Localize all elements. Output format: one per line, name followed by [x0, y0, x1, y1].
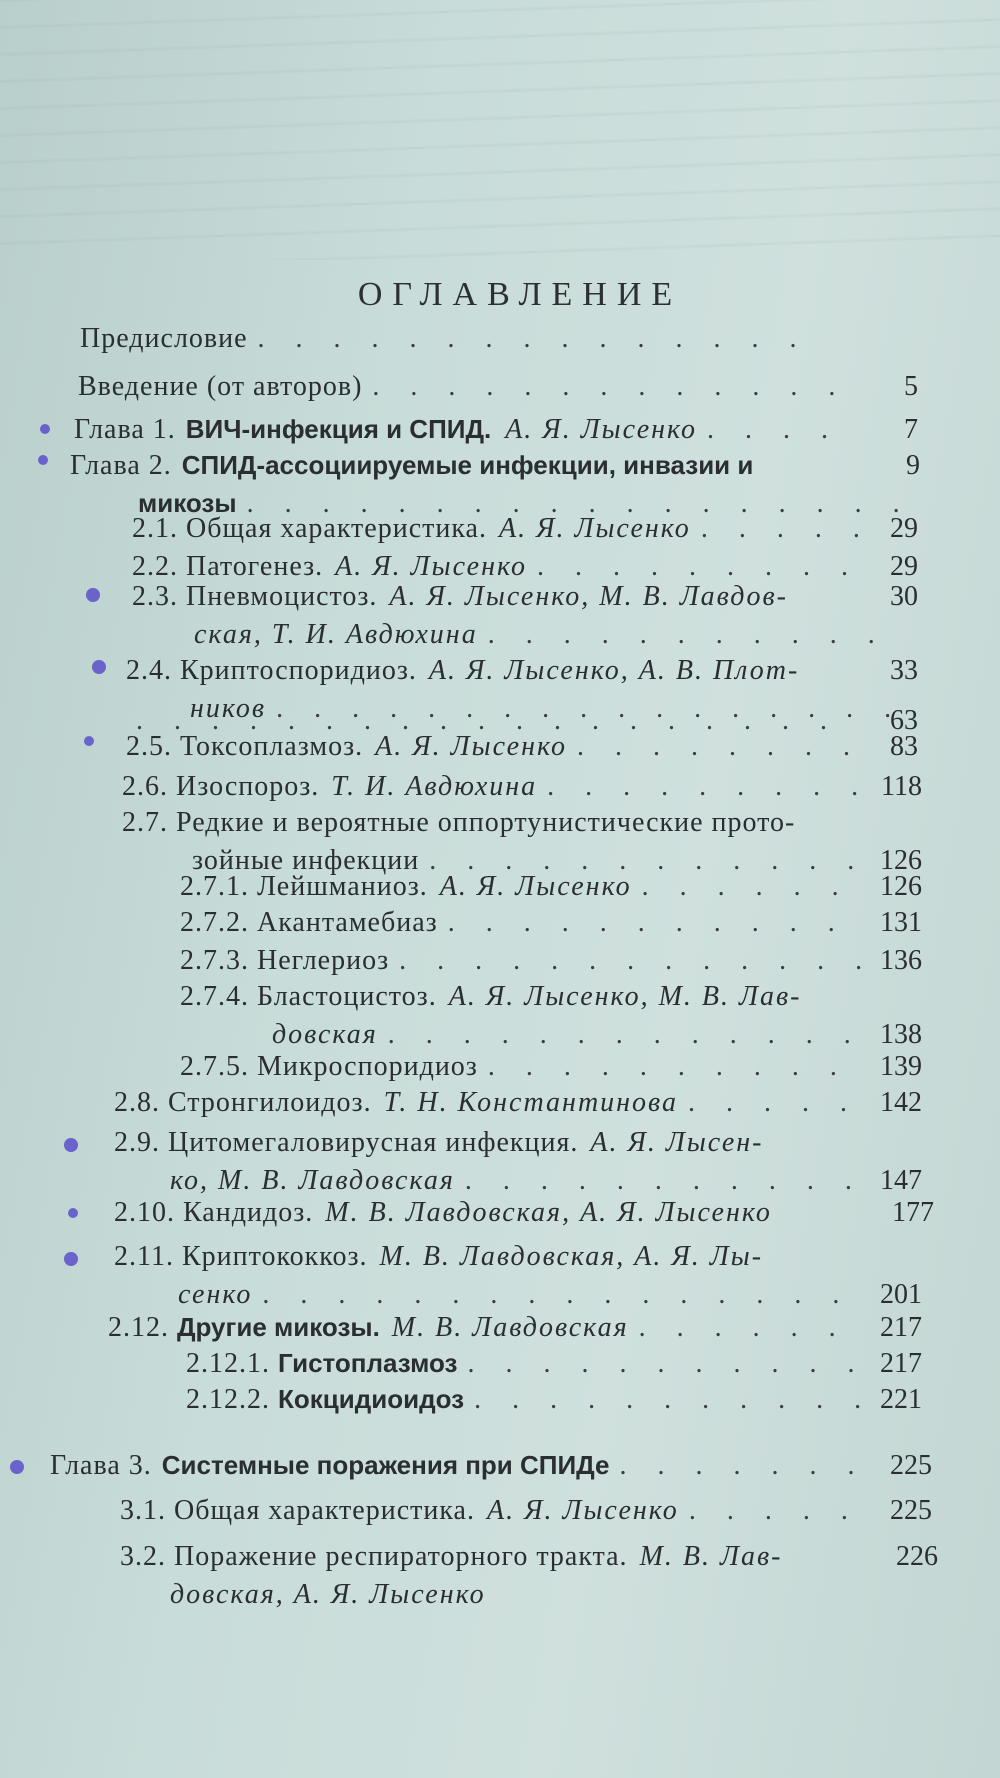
toc-entry-text: 2.9. Цитомегаловирусная инфекция.	[114, 1127, 579, 1158]
authors: М. В. Лавдовская, А. Я. Лысенко	[325, 1197, 772, 1228]
toc-entry-2-7-2[interactable]	[180, 906, 922, 944]
page-number: 9	[906, 450, 920, 481]
page-number: 29	[890, 513, 918, 544]
toc-entry-text: 2.10. Кандидоз.	[114, 1197, 314, 1228]
leader-dots	[577, 730, 858, 764]
toc-entry-2-7-4[interactable]	[180, 980, 922, 1056]
toc-entry-text: 2.12.1.	[186, 1348, 270, 1379]
leader-dots	[488, 618, 884, 652]
page-number: 83	[890, 731, 918, 762]
page-number: 142	[880, 1087, 922, 1118]
toc-entry-2-7-3[interactable]	[180, 944, 922, 982]
page-number: 63	[890, 705, 918, 736]
leader-dots	[639, 1311, 862, 1345]
page-number: 126	[880, 845, 922, 876]
ink-dot-mark	[10, 1460, 24, 1474]
toc-entry-text: 2.5. Токсоплазмоз.	[126, 731, 364, 762]
leader-dots	[547, 770, 862, 804]
toc-entry-text: Введение (от авторов)	[78, 371, 363, 402]
page-number: 201	[880, 1279, 922, 1310]
toc-entry-chapter-3[interactable]	[50, 1448, 932, 1486]
authors: А. Я. Лысенко	[505, 414, 698, 445]
toc-entry-text: 2.12.2.	[186, 1384, 270, 1415]
authors: А. Я. Лысенко	[375, 731, 568, 762]
toc-entry-text: 2.11. Криптококкоз.	[114, 1241, 368, 1272]
chapter-title-line-1: СПИД-ассоциируемые инфекции, инвазии и	[181, 450, 754, 480]
authors-line-2: довская, А. Я. Лысенко	[170, 1579, 486, 1610]
page-number: 225	[890, 1450, 932, 1481]
ink-dot-mark	[92, 660, 106, 674]
section-title: Кокцидиоидоз	[278, 1384, 465, 1414]
page-number: 147	[880, 1165, 922, 1196]
page-number: 225	[890, 1495, 932, 1526]
toc-entry-2-7-5[interactable]	[180, 1050, 922, 1088]
authors-line-2: довская	[272, 1019, 378, 1050]
page-number: 29	[890, 551, 918, 582]
page-number: 217	[880, 1312, 922, 1343]
authors: Т. Н. Константинова	[383, 1087, 679, 1118]
leader-dots	[707, 413, 858, 447]
leader-dots	[262, 1278, 862, 1312]
toc-entry-3-1[interactable]	[120, 1494, 932, 1532]
toc-entry-2-5[interactable]	[126, 730, 918, 768]
chapter-title: Системные поражения при СПИДе	[161, 1450, 610, 1480]
ink-dot-mark	[86, 588, 100, 602]
page-number: 30	[890, 581, 918, 612]
toc-entry-text: 2.1. Общая характеристика.	[132, 513, 487, 544]
authors: А. Я. Лысенко	[486, 1495, 679, 1526]
toc-entry-text: 2.7.2. Акантамебиаз	[180, 907, 438, 938]
page-number: 118	[881, 771, 922, 802]
toc-entry-text: 2.2. Патогенез.	[132, 551, 324, 582]
authors-line-1: А. Я. Лысен-	[590, 1127, 764, 1158]
toc-entry-2-1[interactable]	[132, 512, 918, 550]
toc-entry-2-8[interactable]	[114, 1086, 922, 1124]
leader-dots	[474, 1383, 862, 1417]
toc-entry-text-line-2: зойные инфекции	[192, 845, 420, 876]
toc-entry-2-11[interactable]	[114, 1240, 922, 1316]
page-title: ОГЛАВЛЕНИЕ	[357, 276, 683, 313]
leader-dots	[448, 906, 862, 940]
chapter-title-line-2: микозы	[138, 488, 237, 518]
authors-line-1: М. В. Лав-	[639, 1541, 783, 1572]
authors-line-2: сенко	[178, 1279, 253, 1310]
page-number: 126	[880, 871, 922, 902]
toc-entry-introduction[interactable]	[78, 370, 918, 408]
authors: М. В. Лавдовская	[391, 1312, 629, 1343]
page-number: 139	[880, 1051, 922, 1082]
leader-dots	[619, 1449, 872, 1483]
toc-entry-text: 2.4. Криптоспоридиоз.	[126, 655, 417, 686]
leader-dots	[537, 550, 858, 584]
authors: А. Я. Лысенко	[439, 871, 632, 902]
ink-dot-mark	[84, 736, 94, 746]
toc-entry-text: 2.8. Стронгилоидоз.	[114, 1087, 372, 1118]
toc-entry-text: 2.7.5. Микроспоридиоз	[180, 1051, 478, 1082]
ink-dot-mark	[64, 1138, 78, 1152]
page-number: 177	[892, 1197, 934, 1228]
ink-dot-mark	[64, 1252, 78, 1266]
page-number: 221	[880, 1384, 922, 1415]
toc-entry-2-10[interactable]	[114, 1196, 934, 1234]
page-number: 7	[904, 414, 918, 445]
toc-entry-text: 2.6. Изоспороз.	[122, 771, 320, 802]
leader-dots	[467, 1347, 862, 1381]
toc-entry-text: 2.7. Редкие и вероятные оппортунистические прото-	[122, 807, 796, 838]
toc-entry-text: Предисловие	[80, 323, 248, 354]
leader-dots	[701, 512, 858, 546]
toc-entry-2-12-2[interactable]	[186, 1382, 922, 1420]
toc-entry-text: 3.1. Общая характеристика.	[120, 1495, 475, 1526]
leader-dots	[388, 1018, 862, 1052]
toc-entry-text: 2.12.	[108, 1312, 169, 1343]
page-number: 217	[880, 1348, 922, 1379]
ink-dot-mark	[40, 424, 50, 434]
ink-dot-mark	[68, 1208, 78, 1218]
page-number: 131	[880, 907, 922, 938]
page-number: 33	[890, 655, 918, 686]
authors: Т. И. Авдюхина	[331, 771, 538, 802]
leader-dots	[688, 1086, 862, 1120]
chapter-label: Глава 1.	[74, 414, 176, 445]
toc-entry-preface[interactable]	[80, 322, 810, 360]
page-number: 226	[896, 1541, 938, 1572]
authors-line-2: ников	[190, 693, 267, 724]
page-number: 5	[904, 371, 918, 402]
toc-entry-2-9[interactable]	[114, 1126, 922, 1202]
toc-entry-2-12[interactable]	[108, 1310, 922, 1348]
leader-dots	[465, 1164, 862, 1198]
authors-line-1: А. Я. Лысенко, А. В. Плот-	[428, 655, 800, 686]
authors-line-2: ская, Т. И. Авдюхина	[194, 619, 478, 650]
toc-entry-chapter-1[interactable]	[74, 412, 918, 450]
ink-dot-mark	[38, 455, 48, 465]
toc-entry-2-7-1[interactable]	[180, 870, 922, 908]
authors: А. Я. Лысенко	[498, 513, 691, 544]
chapter-label: Глава 3.	[50, 1450, 152, 1481]
leader-dots	[372, 370, 858, 404]
toc-entry-2-6[interactable]	[122, 770, 922, 808]
authors-line-1: М. В. Лавдовская, А. Я. Лы-	[379, 1241, 764, 1272]
authors: А. Я. Лысенко	[335, 551, 527, 582]
toc-entry-text: 2.7.1. Лейшманиоз.	[180, 871, 428, 902]
leader-dots	[689, 1494, 872, 1528]
section-title: Другие микозы.	[177, 1312, 380, 1342]
toc-entry-text: 2.7.4. Бластоцистоз.	[180, 981, 437, 1012]
leader-dots	[488, 1050, 862, 1084]
page-number: 138	[880, 1019, 922, 1050]
leader-dots	[399, 944, 862, 978]
page-number: 136	[880, 945, 922, 976]
toc-entry-3-2[interactable]	[120, 1540, 938, 1616]
authors-line-1: А. Я. Лысенко, М. В. Лав-	[448, 981, 802, 1012]
leader-dots	[642, 870, 862, 904]
chapter-label: Глава 2.	[70, 450, 172, 481]
toc-entry-text: 2.3. Пневмоцистоз.	[132, 581, 378, 612]
toc-entry-2-3[interactable]	[132, 580, 918, 656]
toc-entry-text: 3.2. Поражение респираторного тракта.	[120, 1541, 628, 1572]
authors-line-2: ко, М. В. Лавдовская	[170, 1165, 455, 1196]
chapter-title: ВИЧ-инфекция и СПИД.	[185, 414, 492, 444]
toc-entry-2-12-1[interactable]	[186, 1346, 922, 1384]
toc-entry-text: 2.7.3. Неглериоз	[180, 945, 390, 976]
authors-line-1: А. Я. Лысенко, М. В. Лавдов-	[389, 581, 788, 612]
section-title: Гистоплазмоз	[278, 1348, 458, 1378]
leader-dots	[258, 322, 800, 356]
